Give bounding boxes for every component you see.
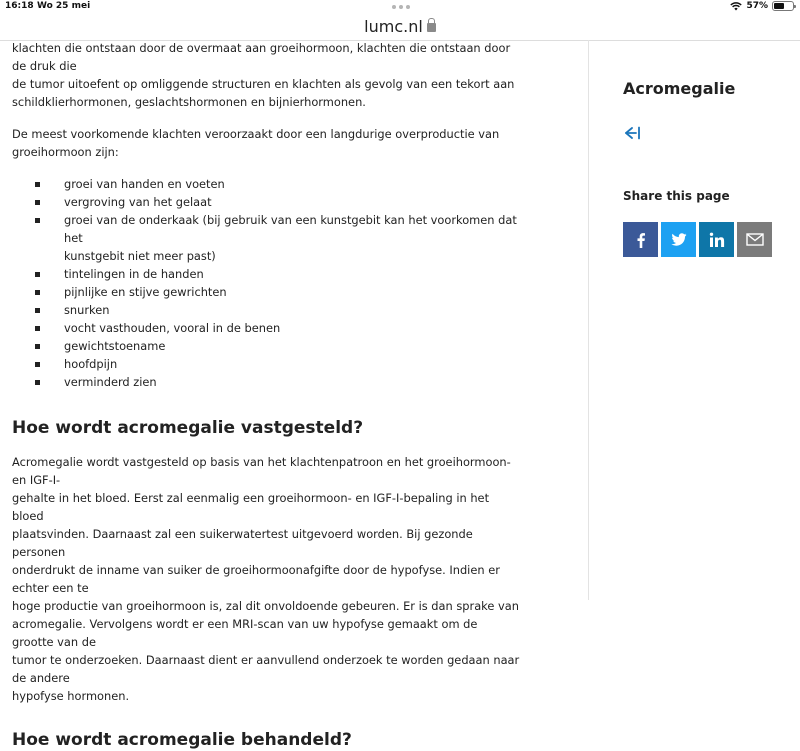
share-title: Share this page: [623, 189, 730, 203]
battery-icon: [772, 1, 794, 11]
list-item: hoofdpijn: [12, 355, 522, 373]
wifi-icon: [730, 2, 742, 11]
linkedin-icon: [709, 232, 725, 248]
url-display[interactable]: [0, 17, 800, 36]
article-body: [12, 38, 522, 751]
url-text[interactable]: lumc.nl: [364, 17, 423, 36]
status-time: 16:18: [5, 1, 34, 11]
list-item-text-continued: kunstgebit niet meer past): [64, 249, 216, 263]
list-item: verminderd zien: [12, 373, 522, 391]
share-facebook-button[interactable]: [623, 222, 658, 257]
lead-paragraph: [12, 125, 522, 161]
share-buttons: [623, 222, 772, 257]
diagnosis-line: acromegalie. Vervolgens wordt er een MRI-scan van uw hypofyse gemaakt om de grootte van de: [12, 617, 478, 649]
list-item: pijnlijke en stijve gewrichten: [12, 283, 522, 301]
sidebar-title: Acromegalie: [623, 79, 736, 98]
list-item: groei van handen en voeten: [12, 175, 522, 193]
back-arrow-icon[interactable]: [623, 126, 641, 140]
diagnosis-line: hypofyse hormonen.: [12, 689, 130, 703]
list-item: vocht vasthouden, vooral in de benen: [12, 319, 522, 337]
heading-treatment: Hoe wordt acromegalie behandeld?: [12, 730, 352, 750]
email-icon: [746, 233, 764, 246]
diagnosis-line: hoge productie van groeihormoon is, zal dit onvoldoende gebeuren. Er is dan sprake van: [12, 599, 519, 613]
diagnosis-line: onderdrukt de inname van suiker de groeihormoonafgifte door de hypofyse. Indien er echter een te: [12, 563, 500, 595]
intro-line: klachten die ontstaan door de overmaat aan groeihormoon, klachten die ontstaan door de druk die: [12, 41, 511, 73]
lock-icon: [427, 23, 436, 32]
lead-line: De meest voorkomende klachten veroorzaakt door een langdurige overproductie van: [12, 127, 500, 141]
lead-line: groeihormoon zijn:: [12, 145, 119, 159]
column-divider: [588, 40, 589, 600]
diagnosis-line: tumor te onderzoeken. Daarnaast dient er aanvullend onderzoek te worden gedaan naar de andere: [12, 653, 520, 685]
diagnosis-paragraph: [12, 453, 522, 705]
address-bar[interactable]: [0, 14, 800, 41]
diagnosis-line: plaatsvinden. Daarnaast zal een suikerwatertest uitgevoerd worden. Bij gezonde personen: [12, 527, 473, 559]
battery-percent: 57%: [746, 1, 768, 11]
list-item: [12, 211, 522, 265]
intro-paragraph: [12, 39, 522, 111]
list-item: gewichtstoename: [12, 337, 522, 355]
share-twitter-button[interactable]: [661, 222, 696, 257]
status-bar: [0, 0, 800, 14]
diagnosis-line: Acromegalie wordt vastgesteld op basis van het klachtenpatroon en het groeihormoon- en IGF-I-: [12, 455, 511, 487]
list-item: tintelingen in de handen: [12, 265, 522, 283]
share-email-button[interactable]: [737, 222, 772, 257]
facebook-icon: [634, 232, 648, 248]
intro-line: de tumor uitoefent op omliggende structuren en klachten als gevolg van een tekort aan: [12, 77, 515, 91]
list-item: vergroving van het gelaat: [12, 193, 522, 211]
status-date: Wo 25 mei: [37, 1, 91, 11]
heading-diagnosis: Hoe wordt acromegalie vastgesteld?: [12, 418, 364, 438]
list-item: snurken: [12, 301, 522, 319]
twitter-icon: [671, 233, 687, 247]
status-right: [730, 1, 794, 11]
symptom-list: [12, 175, 522, 391]
multitasking-dots-icon[interactable]: [392, 5, 410, 9]
share-linkedin-button[interactable]: [699, 222, 734, 257]
diagnosis-line: gehalte in het bloed. Eerst zal eenmalig een groeihormoon- en IGF-I-bepaling in het bloed: [12, 491, 490, 523]
list-item-text: groei van de onderkaak (bij gebruik van een kunstgebit kan het voorkomen dat het: [64, 213, 517, 245]
intro-line: schildklierhormonen, geslachtshormonen en bijnierhormonen.: [12, 95, 366, 109]
